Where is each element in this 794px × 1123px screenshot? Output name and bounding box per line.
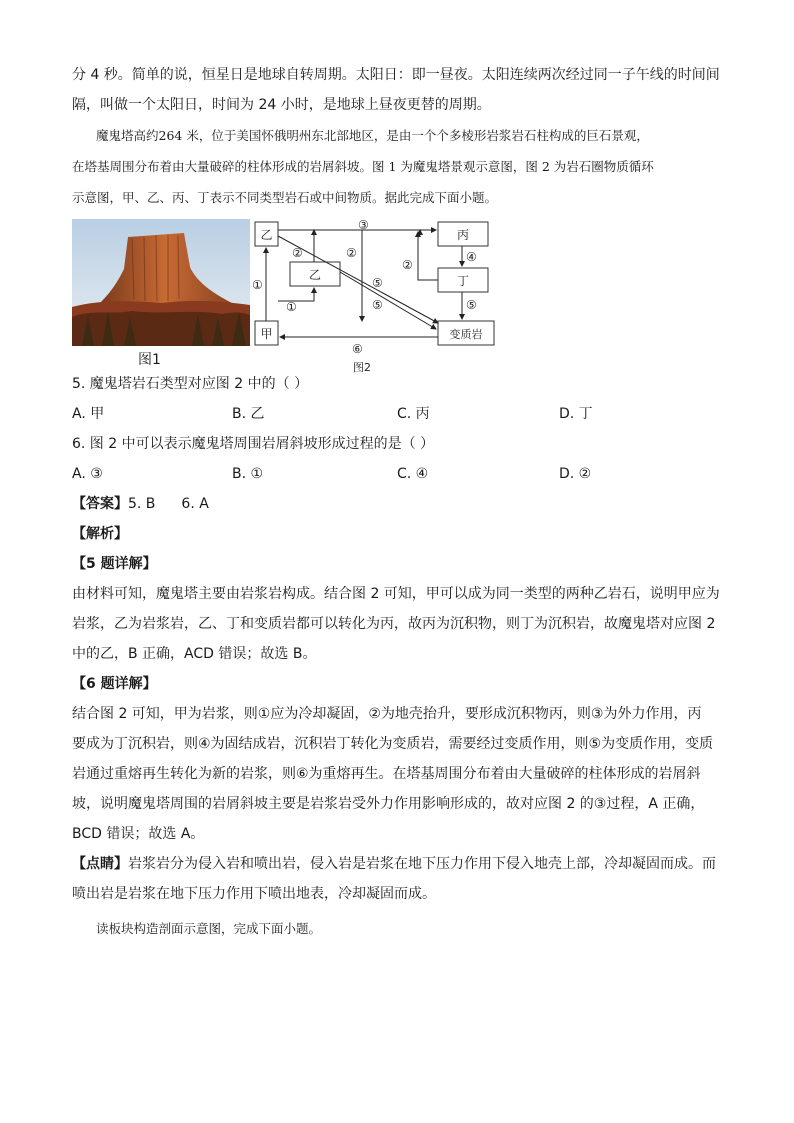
material-line: 魔鬼塔高约264 米，位于美国怀俄明州东北部地区，是由一个个多棱形岩浆岩石柱构成的巨石景观，	[96, 128, 649, 143]
label-process-1: ①	[252, 278, 263, 292]
tip-line	[72, 849, 722, 879]
question-5-stem: 5. 魔鬼塔岩石类型对应图 2 中的（ ）	[72, 376, 309, 392]
box-yi-top-label: 乙	[260, 228, 273, 242]
rock-cycle-diagram	[250, 219, 510, 374]
tip-tag: 【点睛】	[72, 856, 128, 872]
tip-text: 岩浆岩分为侵入岩和喷出岩，侵入岩是岩浆在地下压力作用下侵入地壳上部，冷却凝固而成。而	[128, 856, 716, 872]
label-process-2: ②	[402, 258, 413, 272]
detail-6-line: 要成为丁沉积岩，则④为固结成岩，沉积岩丁转化为变质岩，需要经过变质作用，则⑤为变质作用，变质	[72, 736, 714, 752]
figure1-caption: 图1	[138, 352, 161, 368]
answer-6: 6. A	[181, 496, 209, 512]
question-6-options	[72, 459, 722, 489]
page-content	[72, 60, 722, 944]
detail-6-line: BCD 错误；故选 A。	[72, 826, 205, 842]
option-b: B. 乙	[232, 406, 265, 422]
label-process-2: ②	[292, 246, 303, 260]
figures	[72, 219, 722, 374]
box-ding-label: 丁	[456, 274, 470, 288]
label-process-5: ⑤	[372, 298, 383, 312]
detail-5-line: 由材料可知，魔鬼塔主要由岩浆岩构成。结合图 2 可知，甲可以成为同一类型的两种乙岩石，说明甲应为	[72, 586, 720, 602]
label-process-6: ⑥	[352, 342, 363, 356]
option-c: C. 丙	[397, 406, 430, 422]
figure2-caption: 图2	[353, 361, 371, 374]
option-c: C. ④	[397, 466, 429, 482]
detail-5-line: 中的乙，B 正确，ACD 错误；故选 B。	[72, 646, 317, 662]
label-process-5: ⑤	[372, 276, 383, 290]
detail-6-tag: 【6 题详解】	[72, 676, 157, 692]
label-process-5: ⑤	[466, 298, 477, 312]
label-process-2: ②	[346, 246, 357, 260]
option-d: D. 丁	[559, 406, 593, 422]
option-b: B. ①	[232, 466, 264, 482]
intro-line: 隔，叫做一个太阳日，时间为 24 小时，是地球上昼夜更替的周期。	[72, 97, 491, 113]
material-line: 示意图，甲、乙、丙、丁表示不同类型岩石或中间物质。据此完成下面小题。	[72, 190, 498, 205]
answer-tag: 【答案】	[72, 496, 128, 512]
devils-tower-photo	[72, 219, 250, 346]
detail-5-tag: 【5 题详解】	[72, 556, 157, 572]
tip-line: 喷出岩是岩浆在地下压力作用下喷出地表，冷却凝固而成。	[72, 886, 436, 902]
box-yi-middle-label: 乙	[308, 268, 322, 282]
option-d: D. ②	[559, 466, 592, 482]
option-a: A. 甲	[72, 406, 105, 422]
label-process-4: ④	[466, 250, 477, 264]
label-process-1: ①	[286, 300, 297, 314]
label-process-3: ③	[358, 219, 369, 232]
detail-6-line: 岩通过重熔再生转化为新的岩浆，则⑥为重熔再生。在塔基周围分布着由大量破碎的柱体形成的岩屑斜	[72, 766, 701, 782]
detail-6-line: 坡，说明魔鬼塔周围的岩屑斜坡主要是岩浆岩受外力作用影响形成的，故对应图 2 的③过程，A 正确，	[72, 796, 705, 812]
question-6-stem: 6. 图 2 中可以表示魔鬼塔周围岩屑斜坡形成过程的是（ ）	[72, 436, 435, 452]
box-metamorphic-label: 变质岩	[449, 328, 483, 341]
next-section-intro: 读板块构造剖面示意图，完成下面小题。	[96, 921, 322, 936]
option-a: A. ③	[72, 466, 103, 482]
intro-line: 分 4 秒。简单的说，恒星日是地球自转周期。太阳日：即一昼夜。太阳连续两次经过同一子午线的时间间	[72, 67, 720, 83]
analysis-tag: 【解析】	[72, 526, 128, 542]
material-line: 在塔基周围分布着由大量破碎的柱体形成的岩屑斜坡。图 1 为魔鬼塔景观示意图，图 2 为岩石圈物质循环	[72, 159, 654, 174]
detail-6-line: 结合图 2 可知，甲为岩浆，则①应为冷却凝固，②为地壳抬升，要形成沉积物丙，则③为外力作用，丙	[72, 706, 702, 722]
detail-5-line: 岩浆，乙为岩浆岩，乙、丁和变质岩都可以转化为丙，故丙为沉积物，则丁为沉积岩，故魔鬼塔对应图 2	[72, 616, 716, 632]
box-bing-label: 丙	[456, 228, 470, 242]
answer-line	[72, 489, 722, 519]
question-5-options	[72, 399, 722, 429]
box-jia-label: 甲	[260, 327, 273, 341]
answer-5: 5. B	[128, 496, 156, 512]
